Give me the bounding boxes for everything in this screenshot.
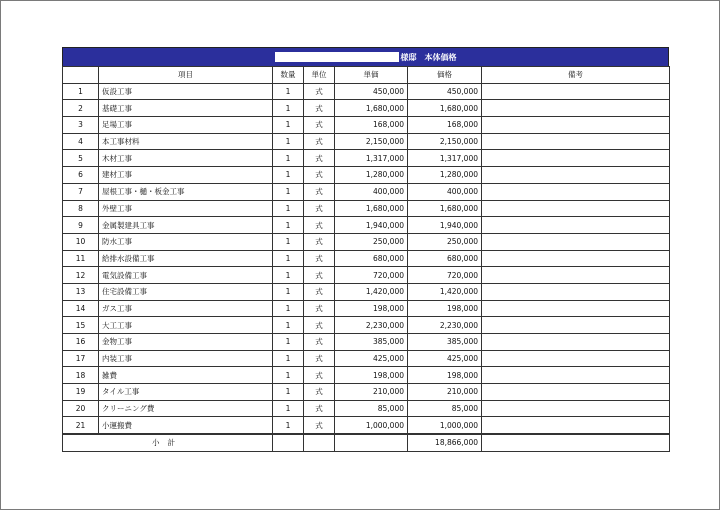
quantity-cell: 1	[273, 83, 304, 100]
row-number-cell: 16	[63, 334, 99, 351]
amount-cell: 1,680,000	[408, 100, 482, 117]
row-number-cell: 4	[63, 133, 99, 150]
unit-price-cell: 720,000	[335, 267, 408, 284]
unit-cell: 式	[304, 200, 335, 217]
row-number-cell: 6	[63, 167, 99, 184]
amount-cell: 198,000	[408, 367, 482, 384]
unit-cell: 式	[304, 384, 335, 401]
unit-price-cell: 1,317,000	[335, 150, 408, 167]
note-cell	[482, 150, 670, 167]
unit-price-cell: 1,420,000	[335, 283, 408, 300]
unit-price-cell: 1,280,000	[335, 167, 408, 184]
item-name-cell: 住宅設備工事	[99, 283, 273, 300]
unit-price-cell: 168,000	[335, 117, 408, 134]
amount-cell: 1,940,000	[408, 217, 482, 234]
table-row	[63, 283, 670, 300]
table-row	[63, 400, 670, 417]
item-name-cell: 建材工事	[99, 167, 273, 184]
note-cell	[482, 233, 670, 250]
note-cell	[482, 200, 670, 217]
subtotal-amount: 18,866,000	[408, 434, 482, 451]
table-row	[63, 150, 670, 167]
unit-price-cell: 680,000	[335, 250, 408, 267]
unit-cell: 式	[304, 233, 335, 250]
amount-cell: 85,000	[408, 400, 482, 417]
quantity-cell: 1	[273, 334, 304, 351]
item-name-cell: 屋根工事・樋・板金工事	[99, 183, 273, 200]
subtotal-row	[63, 434, 670, 451]
quantity-cell: 1	[273, 217, 304, 234]
header-price: 単価	[335, 67, 408, 84]
header-qty: 数量	[273, 67, 304, 84]
note-cell	[482, 334, 670, 351]
estimate-table	[62, 66, 670, 452]
quantity-cell: 1	[273, 150, 304, 167]
table-body	[63, 83, 670, 434]
unit-cell: 式	[304, 250, 335, 267]
unit-cell: 式	[304, 350, 335, 367]
amount-cell: 250,000	[408, 233, 482, 250]
header-amount: 価格	[408, 67, 482, 84]
item-name-cell: 足場工事	[99, 117, 273, 134]
quantity-cell: 1	[273, 183, 304, 200]
unit-cell: 式	[304, 400, 335, 417]
note-cell	[482, 400, 670, 417]
table-row	[63, 117, 670, 134]
note-cell	[482, 283, 670, 300]
unit-price-cell: 2,150,000	[335, 133, 408, 150]
note-cell	[482, 183, 670, 200]
unit-cell: 式	[304, 83, 335, 100]
amount-cell: 720,000	[408, 267, 482, 284]
note-cell	[482, 83, 670, 100]
item-name-cell: 金物工事	[99, 334, 273, 351]
item-name-cell: 金属製建具工事	[99, 217, 273, 234]
item-name-cell: 電気設備工事	[99, 267, 273, 284]
amount-cell: 680,000	[408, 250, 482, 267]
quantity-cell: 1	[273, 384, 304, 401]
item-name-cell: 本工事材料	[99, 133, 273, 150]
note-cell	[482, 317, 670, 334]
unit-cell: 式	[304, 317, 335, 334]
item-name-cell: 内装工事	[99, 350, 273, 367]
subtotal-empty-unit	[304, 434, 335, 451]
subtotal-empty-price	[335, 434, 408, 451]
title-bar	[62, 47, 669, 66]
amount-cell: 168,000	[408, 117, 482, 134]
amount-cell: 198,000	[408, 300, 482, 317]
table-row	[63, 300, 670, 317]
table-row	[63, 417, 670, 434]
row-number-cell: 8	[63, 200, 99, 217]
unit-cell: 式	[304, 217, 335, 234]
quantity-cell: 1	[273, 167, 304, 184]
unit-price-cell: 450,000	[335, 83, 408, 100]
item-name-cell: 基礎工事	[99, 100, 273, 117]
note-cell	[482, 100, 670, 117]
amount-cell: 1,420,000	[408, 283, 482, 300]
unit-price-cell: 1,940,000	[335, 217, 408, 234]
subtotal-note	[482, 434, 670, 451]
amount-cell: 385,000	[408, 334, 482, 351]
table-row	[63, 233, 670, 250]
row-number-cell: 15	[63, 317, 99, 334]
item-name-cell: タイル工事	[99, 384, 273, 401]
row-number-cell: 10	[63, 233, 99, 250]
amount-cell: 1,680,000	[408, 200, 482, 217]
row-number-cell: 19	[63, 384, 99, 401]
unit-price-cell: 1,680,000	[335, 200, 408, 217]
note-cell	[482, 417, 670, 434]
item-name-cell: 雑費	[99, 367, 273, 384]
header-no	[63, 67, 99, 84]
unit-price-cell: 425,000	[335, 350, 408, 367]
quantity-cell: 1	[273, 133, 304, 150]
quantity-cell: 1	[273, 117, 304, 134]
table-row	[63, 334, 670, 351]
table-row	[63, 384, 670, 401]
table-row	[63, 200, 670, 217]
table-row	[63, 133, 670, 150]
estimate-sheet	[62, 47, 669, 452]
table-row	[63, 100, 670, 117]
quantity-cell: 1	[273, 283, 304, 300]
redacted-name	[275, 52, 399, 62]
row-number-cell: 14	[63, 300, 99, 317]
unit-cell: 式	[304, 133, 335, 150]
note-cell	[482, 300, 670, 317]
table-row	[63, 167, 670, 184]
subtotal-empty-qty	[273, 434, 304, 451]
item-name-cell: 木材工事	[99, 150, 273, 167]
unit-cell: 式	[304, 300, 335, 317]
table-row	[63, 183, 670, 200]
note-cell	[482, 217, 670, 234]
row-number-cell: 9	[63, 217, 99, 234]
amount-cell: 210,000	[408, 384, 482, 401]
row-number-cell: 20	[63, 400, 99, 417]
unit-cell: 式	[304, 334, 335, 351]
quantity-cell: 1	[273, 417, 304, 434]
unit-cell: 式	[304, 267, 335, 284]
row-number-cell: 1	[63, 83, 99, 100]
unit-price-cell: 400,000	[335, 183, 408, 200]
row-number-cell: 5	[63, 150, 99, 167]
table-row	[63, 217, 670, 234]
item-name-cell: 大工工事	[99, 317, 273, 334]
item-name-cell: クリーニング費	[99, 400, 273, 417]
table-row	[63, 83, 670, 100]
unit-price-cell: 2,230,000	[335, 317, 408, 334]
row-number-cell: 11	[63, 250, 99, 267]
unit-cell: 式	[304, 417, 335, 434]
unit-cell: 式	[304, 117, 335, 134]
quantity-cell: 1	[273, 317, 304, 334]
unit-price-cell: 1,000,000	[335, 417, 408, 434]
quantity-cell: 1	[273, 350, 304, 367]
item-name-cell: 防水工事	[99, 233, 273, 250]
header-item: 項目	[99, 67, 273, 84]
note-cell	[482, 250, 670, 267]
header-note: 備考	[482, 67, 670, 84]
unit-price-cell: 385,000	[335, 334, 408, 351]
note-cell	[482, 267, 670, 284]
sheet-title: 様邸 本体価格	[400, 52, 457, 62]
unit-price-cell: 85,000	[335, 400, 408, 417]
unit-cell: 式	[304, 150, 335, 167]
amount-cell: 400,000	[408, 183, 482, 200]
unit-cell: 式	[304, 100, 335, 117]
quantity-cell: 1	[273, 100, 304, 117]
note-cell	[482, 350, 670, 367]
item-name-cell: ガス工事	[99, 300, 273, 317]
quantity-cell: 1	[273, 300, 304, 317]
unit-price-cell: 210,000	[335, 384, 408, 401]
table-row	[63, 267, 670, 284]
quantity-cell: 1	[273, 250, 304, 267]
table-row	[63, 350, 670, 367]
unit-cell: 式	[304, 283, 335, 300]
unit-price-cell: 198,000	[335, 367, 408, 384]
amount-cell: 450,000	[408, 83, 482, 100]
item-name-cell: 外壁工事	[99, 200, 273, 217]
unit-price-cell: 250,000	[335, 233, 408, 250]
quantity-cell: 1	[273, 267, 304, 284]
amount-cell: 2,150,000	[408, 133, 482, 150]
item-name-cell: 給排水設備工事	[99, 250, 273, 267]
unit-cell: 式	[304, 367, 335, 384]
amount-cell: 1,000,000	[408, 417, 482, 434]
amount-cell: 1,280,000	[408, 167, 482, 184]
row-number-cell: 18	[63, 367, 99, 384]
amount-cell: 2,230,000	[408, 317, 482, 334]
quantity-cell: 1	[273, 367, 304, 384]
table-row	[63, 250, 670, 267]
item-name-cell: 仮設工事	[99, 83, 273, 100]
item-name-cell: 小運搬費	[99, 417, 273, 434]
quantity-cell: 1	[273, 233, 304, 250]
row-number-cell: 12	[63, 267, 99, 284]
row-number-cell: 21	[63, 417, 99, 434]
note-cell	[482, 133, 670, 150]
row-number-cell: 7	[63, 183, 99, 200]
note-cell	[482, 117, 670, 134]
header-row	[63, 67, 670, 84]
note-cell	[482, 384, 670, 401]
row-number-cell: 17	[63, 350, 99, 367]
row-number-cell: 13	[63, 283, 99, 300]
note-cell	[482, 167, 670, 184]
amount-cell: 1,317,000	[408, 150, 482, 167]
header-unit: 単位	[304, 67, 335, 84]
amount-cell: 425,000	[408, 350, 482, 367]
unit-price-cell: 198,000	[335, 300, 408, 317]
table-row	[63, 317, 670, 334]
unit-cell: 式	[304, 167, 335, 184]
table-row	[63, 367, 670, 384]
subtotal-label: 小計	[63, 434, 273, 451]
row-number-cell: 3	[63, 117, 99, 134]
unit-price-cell: 1,680,000	[335, 100, 408, 117]
unit-cell: 式	[304, 183, 335, 200]
quantity-cell: 1	[273, 200, 304, 217]
row-number-cell: 2	[63, 100, 99, 117]
quantity-cell: 1	[273, 400, 304, 417]
note-cell	[482, 367, 670, 384]
